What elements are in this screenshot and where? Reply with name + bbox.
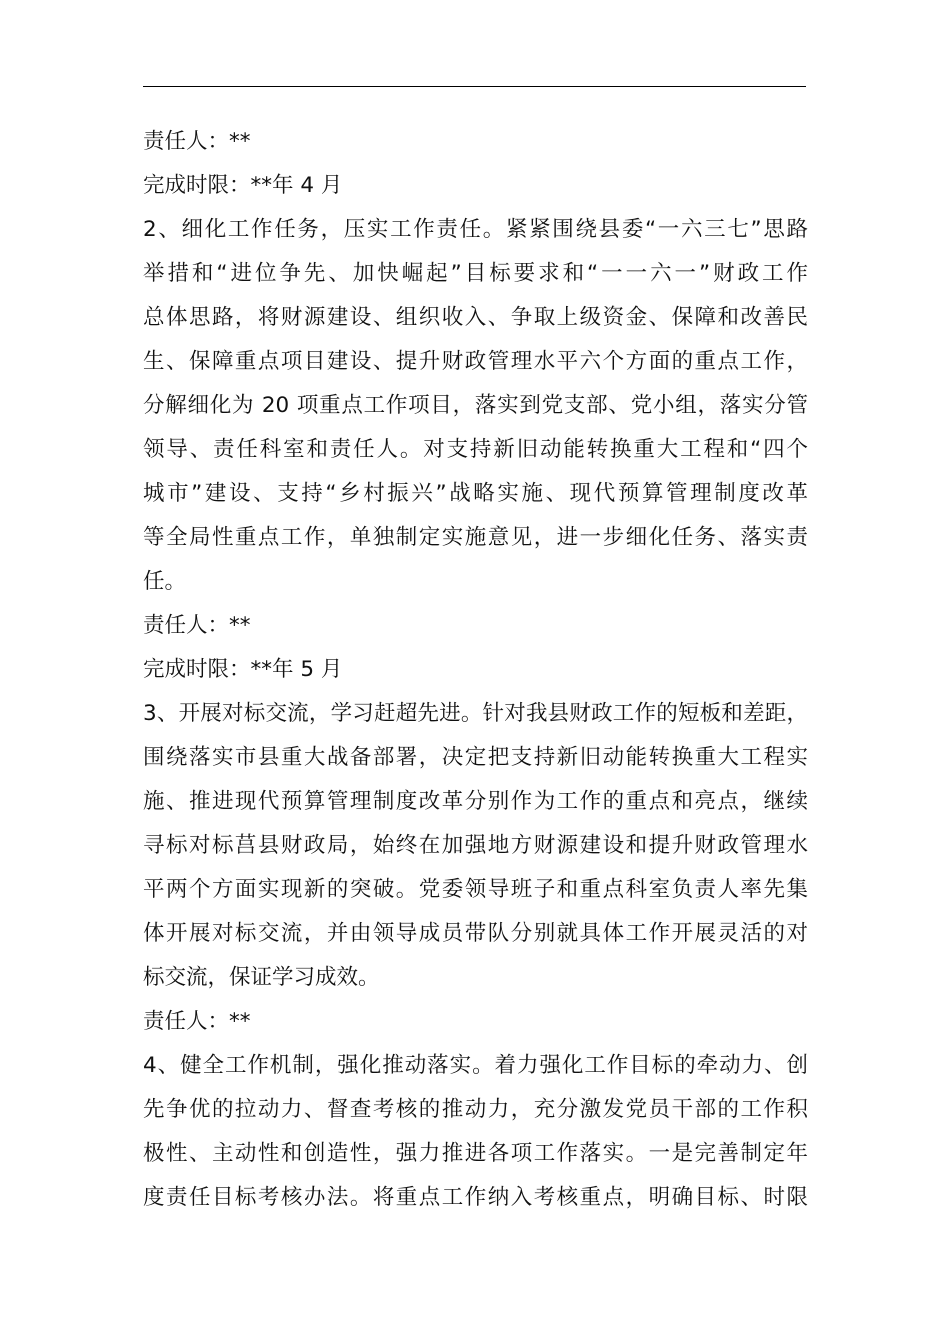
- deadline-line: 完成时限：**年 5 月: [143, 657, 343, 682]
- header-divider: [143, 86, 806, 87]
- item-3-paragraph-line: 施、推进现代预算管理制度改革分别作为工作的重点和亮点，继续: [143, 789, 808, 814]
- item-4-paragraph-line: 极性、主动性和创造性，强力推进各项工作落实。一是完善制定年: [143, 1141, 808, 1166]
- item-2-paragraph-line: 生、保障重点项目建设、提升财政管理水平六个方面的重点工作，: [143, 349, 808, 374]
- responsible-person-line: 责任人：**: [143, 129, 251, 154]
- item-4-paragraph-line: 先争优的拉动力、督查考核的推动力，充分激发党员干部的工作积: [143, 1097, 808, 1122]
- item-3-paragraph-line: 围绕落实市县重大战备部署，决定把支持新旧动能转换重大工程实: [143, 745, 808, 770]
- item-3-paragraph-line: 标交流，保证学习成效。: [143, 965, 380, 990]
- item-3-paragraph-line: 3、开展对标交流，学习赶超先进。针对我县财政工作的短板和差距，: [143, 701, 808, 726]
- item-2-paragraph-line: 城市”建设、支持“乡村振兴”战略实施、现代预算管理制度改革: [143, 481, 808, 506]
- item-2-paragraph-line: 任。: [143, 569, 187, 594]
- item-2-paragraph-line: 举措和“进位争先、加快崛起”目标要求和“一一六一”财政工作: [143, 261, 808, 286]
- item-2-paragraph-line: 等全局性重点工作，单独制定实施意见，进一步细化任务、落实责: [143, 525, 808, 550]
- document-body: [143, 120, 808, 1220]
- deadline-line: 完成时限：**年 4 月: [143, 173, 343, 198]
- item-3-paragraph-line: 寻标对标莒县财政局，始终在加强地方财源建设和提升财政管理水: [143, 833, 808, 858]
- responsible-person-line: 责任人：**: [143, 1009, 251, 1034]
- responsible-person-line: 责任人：**: [143, 613, 251, 638]
- item-3-paragraph-line: 体开展对标交流，并由领导成员带队分别就具体工作开展灵活的对: [143, 921, 808, 946]
- item-4-paragraph-line: 4、健全工作机制，强化推动落实。着力强化工作目标的牵动力、创: [143, 1053, 808, 1078]
- item-4-paragraph-line: 度责任目标考核办法。将重点工作纳入考核重点，明确目标、时限: [143, 1185, 808, 1210]
- item-3-paragraph-line: 平两个方面实现新的突破。党委领导班子和重点科室负责人率先集: [143, 877, 808, 902]
- item-2-paragraph-line: 总体思路，将财源建设、组织收入、争取上级资金、保障和改善民: [143, 305, 808, 330]
- item-2-paragraph-line: 分解细化为 20 项重点工作项目，落实到党支部、党小组，落实分管: [143, 393, 808, 418]
- item-2-paragraph-line: 领导、责任科室和责任人。对支持新旧动能转换重大工程和“四个: [143, 437, 808, 462]
- item-2-paragraph-line: 2、细化工作任务，压实工作责任。紧紧围绕县委“一六三七”思路: [143, 217, 808, 242]
